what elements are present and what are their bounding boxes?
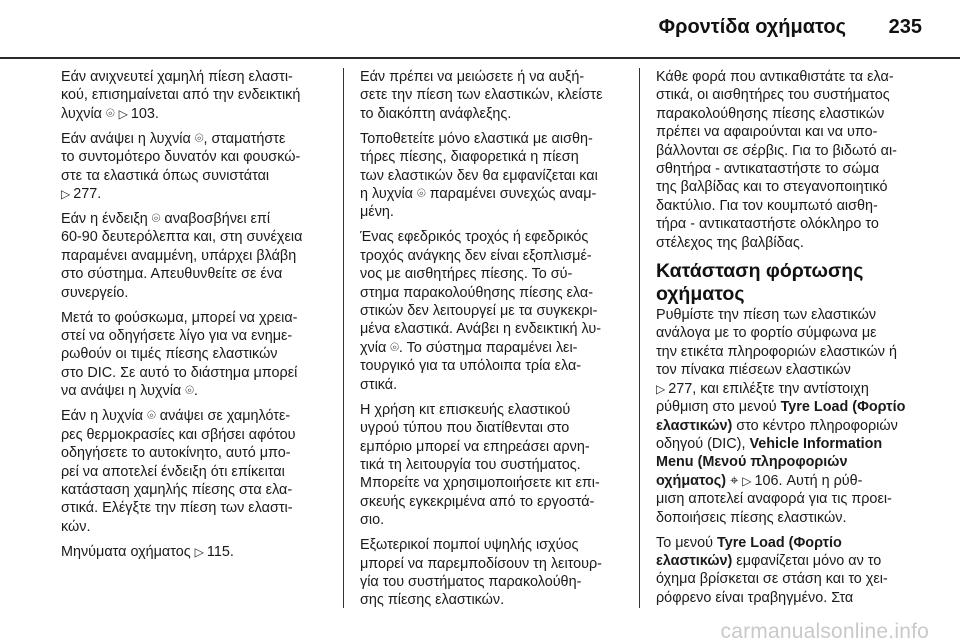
page-title: Φροντίδα οχήματος	[658, 16, 846, 38]
watermark: carmanualsonline.info	[720, 620, 929, 643]
paragraph: Κάθε φορά που αντικαθιστάτε τα ελα- στικά, οι αισθητήρες του συστήματος παρακολούθησης πίεσης ελαστικών πρέπει να αφαιρούνται και να υπο- βάλλονται σε σέρβις. Για το βιδωτό αι- σθητήρα - αντικαταστήστε το σώμα της βαλβίδας και το στεγανοποιητικό δακτύλιο. Για τον κουμπωτό αισθη- τήρα - αντικαταστήστε ολόκληρο το στέλεχος της βαλβίδας.	[656, 69, 897, 251]
tpms-warning-icon: ⌾	[390, 339, 399, 356]
paragraph: Το μενού Tyre Load (Φορτίο ελαστικών) εμφανίζεται μόνο αν το όχημα βρίσκεται σε στάση και το χει- ρόφρενο είναι τραβηγμένο. Στα	[656, 534, 888, 606]
menu-name: Tyre Load (Φορτίο	[780, 399, 906, 416]
tpms-warning-icon: ⌾	[106, 105, 115, 122]
page-reference-arrow-icon: ▷	[656, 381, 666, 396]
menu-name: ελαστικών)	[656, 552, 733, 569]
tpms-warning-icon: ⌾	[147, 408, 156, 425]
tpms-warning-icon: ⌾	[151, 211, 161, 228]
page-reference-arrow-icon: ▷	[118, 106, 128, 121]
paragraph: Εάν ανάψει η λυχνία ⌾, σταματήστε το συντομότερο δυνατόν και φουσκώ- στε τα ελαστικά όπως συνιστάται ▷ 277.	[61, 130, 301, 203]
section-heading: Κατάσταση φόρτωσης οχήματος	[656, 260, 864, 306]
page-reference-arrow-icon: ▷	[742, 473, 752, 488]
paragraph: Μετά το φούσκωμα, μπορεί να χρεια- στεί να οδηγήσετε λίγο για να ενημε- ρωθούν οι τιμές πίεσης ελαστικών στο DIC. Σε αυτό το διάστημα μπορεί να ανάψει η λυχνία ⌾.	[61, 309, 298, 400]
page-reference-arrow-icon: ▷	[61, 187, 71, 202]
page-number: 235	[888, 16, 922, 38]
page-reference[interactable]: 115.	[206, 543, 234, 560]
paragraph: Εάν ανιχνευτεί χαμηλή πίεση ελαστι- κού, επισημαίνεται από την ενδεικτική λυχνία ⌾ ▷ 103.	[61, 69, 301, 122]
paragraph: Τοποθετείτε μόνο ελαστικά με αισθη- τήρες πίεσης, διαφορετικά η πίεση των ελαστικών δεν θα εμφανίζεται και η λυχνία ⌾ παραμένει συνεχώς αναμ- μένη.	[360, 130, 598, 221]
paragraph: Εάν η λυχνία ⌾ ανάψει σε χαμηλότε- ρες θερμοκρασίες και σβήσει αφότου οδηγήσετε το αυτοκίνητο, αυτό μπο- ρεί να αποτελεί ένδειξη ότι επίκειται κατάσταση χαμηλής πίεσης στα ελα- στικά. Ελέγξτε την πίεση των ελαστι- κών.	[61, 408, 296, 535]
menu-name: οχήματος)	[656, 472, 727, 489]
column-1	[61, 68, 345, 568]
menu-name: Vehicle Information	[749, 435, 883, 452]
page-reference[interactable]: 106. Αυτή η ρύθ-	[754, 472, 863, 489]
page-reference-arrow-icon: ▷	[194, 544, 204, 559]
page-reference[interactable]: 103.	[130, 105, 159, 122]
paragraph: Ρυθμίστε την πίεση των ελαστικών ανάλογα με το φορτίο σύμφωνα με την ετικέτα πληροφοριών ελαστικών ή τον πίνακα πιέσεων ελαστικών ▷ 277, και επιλέξτε την αντίστοιχη ρύθμιση στο μενού Tyre Load (Φορτίο ελαστικών) στο κέντρο πληροφοριών οδηγού (DIC), Vehicle Information Menu (Μενού πληροφοριών οχήματος) ⌖ ▷ 106. Αυτή η ρύθ- μιση αποτελεί αναφορά για τις προει- δοποιήσεις πίεσης ελαστικών.	[656, 307, 906, 526]
paragraph: Εάν πρέπει να μειώσετε ή να αυξή- σετε την πίεση των ελαστικών, κλείστε το διακόπτη ανάφλεξης.	[360, 69, 603, 122]
paragraph: Ένας εφεδρικός τροχός ή εφεδρικός τροχός ανάγκης δεν είναι εξοπλισμέ- νος με αισθητήρες πίεσης. Το σύ- στημα παρακολούθησης πίεσης ελα- στικών δεν λειτουργεί με τα συγκεκρι- μένα ελαστικά. Ανάβει η ενδεικτική λυ- χνία ⌾. Το σύστημα παραμένει λει- τουργικό για τα υπόλοιπα τρία ελα- στικά.	[360, 229, 601, 393]
paragraph: Εξωτερικοί πομποί υψηλής ισχύος μπορεί να παρεμποδίσουν τη λειτουρ- γία του συστήματος παρακολούθη- σης πίεσης ελαστικών.	[360, 537, 602, 609]
tpms-warning-icon: ⌾	[194, 130, 204, 147]
page-reference[interactable]: 277, και επιλέξτε την αντίστοιχη	[668, 380, 869, 397]
page-header	[0, 0, 960, 60]
header-rule	[0, 57, 960, 59]
paragraph: Εάν η ένδειξη ⌾ αναβοσβήνει επί 60-90 δευτερόλεπτα και, στη συνέχεια παραμένει αναμμένη, υπάρχει βλάβη στο σύστημα. Απευθυνθείτε σε ένα συνεργείο.	[61, 211, 303, 301]
tpms-warning-icon: ⌾	[417, 186, 426, 203]
paragraph: Η χρήση κιτ επισκευής ελαστικού υγρού τύπου που διατίθενται στο εμπόριο μπορεί να επηρεάσει αρνη- τικά τη λειτουργία του συστήματος. Μπορείτε να χρησιμοποιήσετε κιτ επι- σκευής εγκεκριμένα από το εργοστά- σιο.	[360, 401, 600, 529]
page-reference[interactable]: 277.	[73, 186, 102, 203]
column-2	[360, 68, 644, 616]
tpms-warning-icon: ⌾	[185, 383, 194, 400]
steering-key-icon: ⌖	[730, 472, 739, 489]
paragraph: Μηνύματα οχήματος ▷ 115.	[61, 543, 234, 560]
column-3	[656, 68, 940, 614]
footer	[0, 620, 960, 642]
menu-name: Menu (Μενού πληροφοριών	[656, 454, 848, 471]
menu-name: Tyre Load (Φορτίο	[716, 534, 842, 551]
menu-name: ελαστικών)	[656, 417, 733, 434]
